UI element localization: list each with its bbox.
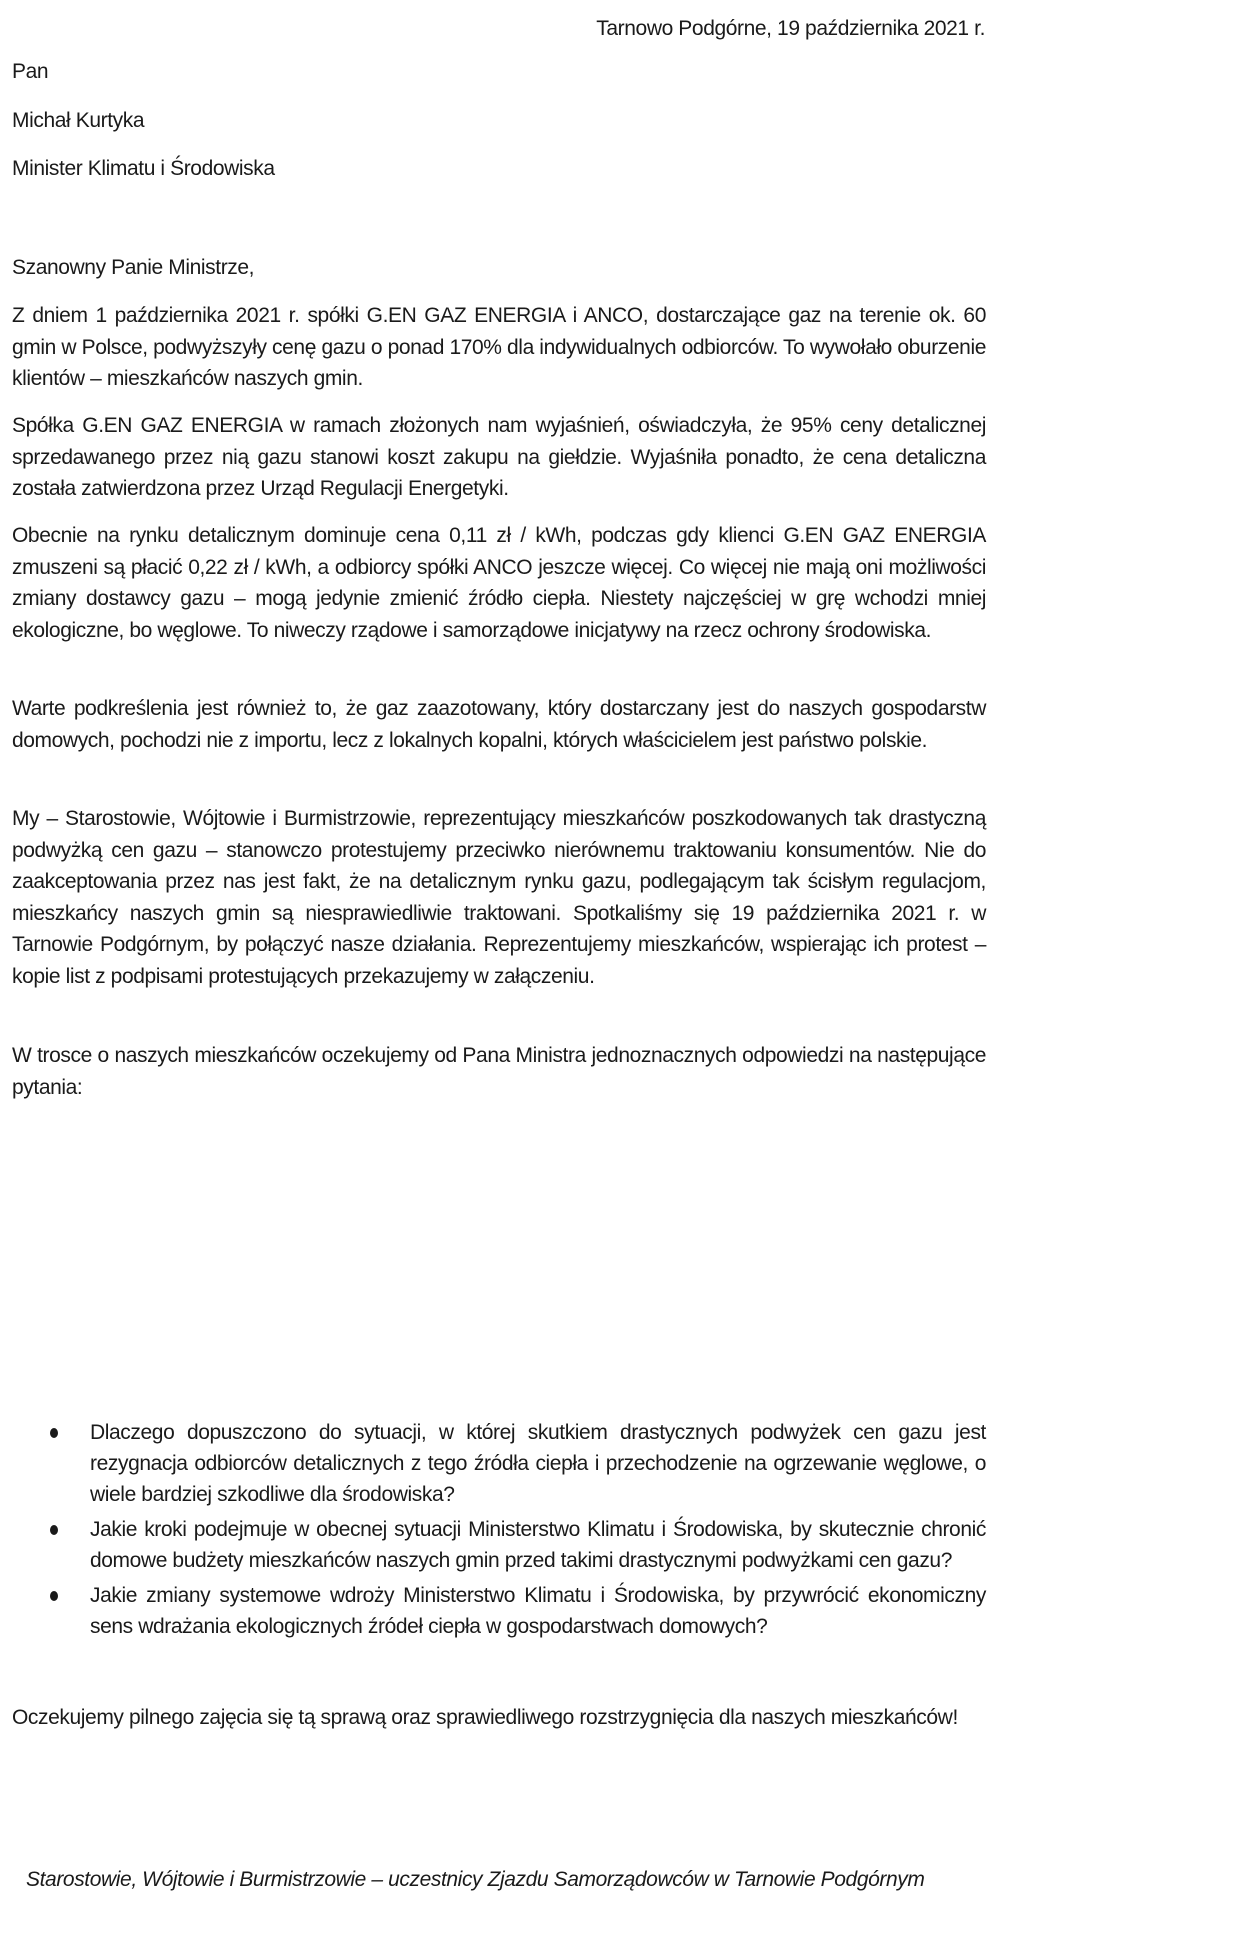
recipient-title: Pan bbox=[12, 60, 49, 83]
recipient-position: Minister Klimatu i Środowiska bbox=[12, 157, 275, 180]
question-text: Jakie kroki podejmuje w obecnej sytuacji Ministerstwo Klimatu i Środowiska, by skutecznie chronić domowe budżety mieszkańców naszych gmin przed takimi drastycznymi podwyżkami cen gazu? bbox=[90, 1518, 986, 1572]
question-text: Dlaczego dopuszczono do sytuacji, w której skutkiem drastycznych podwyżek cen gazu jest rezygnacja odbiorców detalicznych z tego źródła ciepła i przechodzenie na ogrzewanie węglowe, o wiele bardziej szkodliwe dla środowiska? bbox=[90, 1421, 986, 1506]
paragraph-company-explanation: Spółka G.EN GAZ ENERGIA w ramach złożonych nam wyjaśnień, oświadczyła, że 95% ceny detalicznej sprzedawanego przez nią gazu stanowi koszt zakupu na giełdzie. Wyjaśniła ponadto, że cena detaliczna została zatwierdzona przez Urząd Regulacji Energetyki. bbox=[12, 414, 986, 500]
paragraph-questions-intro: W trosce o naszych mieszkańców oczekujemy od Pana Ministra jednoznacznych odpowiedzi na następujące pytania: bbox=[12, 1044, 986, 1099]
questions-list bbox=[50, 1417, 986, 1646]
paragraph-domestic-gas: Warte podkreślenia jest również to, że gaz zaazotowany, który dostarczany jest do naszych gospodarstw domowych, pochodzi nie z importu, lecz z lokalnych kopalni, których właścicielem jest państwo polskie. bbox=[12, 697, 986, 752]
question-item bbox=[50, 1514, 986, 1576]
paragraph-protest: My – Starostowie, Wójtowie i Burmistrzowie, reprezentujący mieszkańców poszkodowanych tak drastyczną podwyżką cen gazu – stanowczo protestujemy przeciwko nierównemu traktowaniu konsumentów. Nie do zaakceptowania przez nas jest fakt, że na detalicznym rynku gazu, podlegającym tak ścisłym regulacjom, mieszkańcy naszych gmin są niesprawiedliwie traktowani. Spotkaliśmy się 19 października 2021 r. w Tarnowie Podgórnym, by połączyć nasze działania. Reprezentujemy mieszkańców, wspierając ich protest – kopie list z podpisami protestujących przekazujemy w załączeniu. bbox=[12, 807, 986, 988]
greeting: Szanowny Panie Ministrze, bbox=[12, 256, 255, 279]
question-text: Jakie zmiany systemowe wdroży Ministerstwo Klimatu i Środowiska, by przywrócić ekonomiczny sens wdrażania ekologicznych źródeł ciepła w gospodarstwach domowych? bbox=[90, 1584, 986, 1638]
paragraph-price-increase: Z dniem 1 października 2021 r. spółki G.EN GAZ ENERGIA i ANCO, dostarczające gaz na terenie ok. 60 gmin w Polsce, podwyższyły cenę gazu o ponad 170% dla indywidualnych odbiorców. To wywołało oburzenie klientów – mieszkańców naszych gmin. bbox=[12, 304, 986, 390]
place-date: Tarnowo Podgórne, 19 października 2021 r. bbox=[596, 17, 985, 40]
recipient-name: Michał Kurtyka bbox=[12, 109, 145, 132]
question-item bbox=[50, 1580, 986, 1642]
question-item bbox=[50, 1417, 986, 1510]
bullet-icon bbox=[50, 1591, 58, 1601]
closing-paragraph: Oczekujemy pilnego zajęcia się tą sprawą oraz sprawiedliwego rozstrzygnięcia dla naszych mieszkańców! bbox=[12, 1706, 958, 1729]
bullet-icon bbox=[50, 1525, 58, 1535]
paragraph-market-prices: Obecnie na rynku detalicznym dominuje cena 0,11 zł / kWh, podczas gdy klienci G.EN GAZ ENERGIA zmuszeni są płacić 0,22 zł / kWh, a odbiorcy spółki ANCO jeszcze więcej. Co więcej nie mają oni możliwości zmiany dostawcy gazu – mogą jedynie zmienić źródło ciepła. Niestety najczęściej w grę wchodzi mniej ekologiczne, bo węglowe. To niweczy rządowe i samorządowe inicjatywy na rzecz ochrony środowiska. bbox=[12, 524, 986, 642]
bullet-icon bbox=[50, 1428, 58, 1438]
signature: Starostowie, Wójtowie i Burmistrzowie – uczestnicy Zjazdu Samorządowców w Tarnowie Podgórnym bbox=[26, 1868, 925, 1891]
